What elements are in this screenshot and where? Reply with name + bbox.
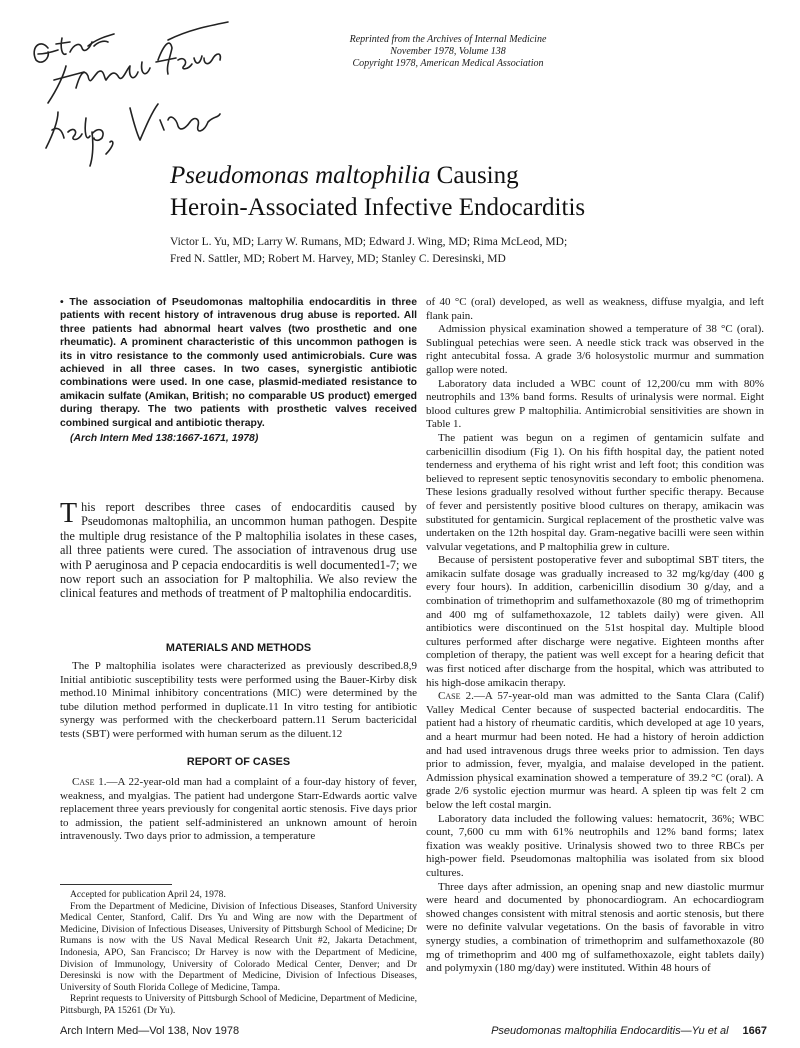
footnote-paragraph: From the Department of Medicine, Division of Infectious Diseases, Stanford University Medical Center, Stanford, Calif. Drs Yu and Wing are now with the Department of Medicine, Division of Infectious Diseases, University of Pittsburgh School of Medicine; Dr Rumans is now with the US Naval Medical Research Unit #2, Jakarta Detachment, Indonesia, APO, San Francisco; Dr Harvey is now with the Department of Medicine, Division of Immunology, University of Colorado Medical Center, Denver; and Dr Deresinski is now with the Department of Medicine, Division of Infectious Diseases, University of South Florida College of Medicine, Tampa. bbox=[60, 900, 417, 993]
case-1-label: Case 1. bbox=[72, 776, 107, 788]
footnote bbox=[60, 889, 417, 1017]
right-paragraph: Laboratory data included the following values: hematocrit, 36%; WBC count, 7,600 cu mm with 61% neutrophils and 12% band forms; latex fixation was weakly positive. Urinalysis showed two to three RBCs per high-power field. Pseudomonas maltophilia was isolated from six blood cultures. bbox=[426, 812, 764, 879]
methods-text bbox=[60, 660, 417, 742]
footer-journal: Pseudomonas maltophilia Endocarditis—Yu et al bbox=[491, 1025, 729, 1037]
footnote-paragraph: Reprint requests to University of Pittsburgh School of Medicine, Department of Medicine, Pittsburgh, PA 15261 (Dr Yu). bbox=[60, 993, 418, 1016]
right-paragraph: Laboratory data included a WBC count of 12,200/cu mm with 80% neutrophils and 13% band forms. Results of urinalysis were normal. Eight blood cultures grew P maltophilia. Antimicrobial sensitivities are shown in Table 1. bbox=[426, 377, 764, 431]
right-paragraph bbox=[426, 690, 764, 812]
title-line-1-rest: Causing bbox=[430, 162, 519, 189]
title-line-1 bbox=[170, 160, 690, 192]
author-line: Fred N. Sattler, MD; Robert M. Harvey, MD; Stanley C. Deresinski, MD bbox=[170, 253, 506, 265]
title-line-2: Heroin-Associated Infective Endocarditis bbox=[170, 194, 586, 221]
case-2-body: —A 57-year-old man was admitted to the Santa Clara (Calif) Valley Medical Center because of suspected bacterial endocarditis. The patient had a history of rheumatic carditis, which developed at age 10 years, and a heart murmur had been noted. He had a history of heroin addiction and had used intravenous drugs three weeks prior to admission. Ten days prior to admission, fever, myalgia, and malaise developed in the patient. Admission physical examination showed a temperature of 39.2 °C (oral). A grade 2/6 systolic ejection murmur was heard. A spleen tip was felt 2 cm below the left costal margin. bbox=[426, 690, 765, 811]
right-paragraph: Because of persistent postoperative fever and suboptimal SBT titers, the amikacin sulfate dosage was gradually increased to 32 mg/kg/day (400 g every four hours). In addition, carbenicillin disodium 30 g/day, and a combination of trimethoprim and sulfamethoxazole (80 mg of trimethoprim and 400 mg of sulfamethoxazole, 12 tablets daily) were given. All antibiotics were discontinued on the 51st hospital day. Multiple blood cultures performed after discharge were negative. Eighteen months after completion of therapy, the patient was well except for a hearing deficit that was first noticed after discharge from the hospital, which was attributed to his high-dose amikacin therapy. bbox=[426, 554, 764, 689]
case-1-paragraph bbox=[60, 776, 417, 844]
intro-text: his report describes three cases of endocarditis caused by Pseudomonas maltophilia, an uncommon human pathogen. Despite the multiple drug resistance of the P maltophilia isolates in these cases, all three patients were cured. The association of intravenous drug use with P aeruginosa and P cepacia endocarditis is well documented1-7; we now report such an association for P maltophilia. We also review the clinical features and methods of treatment of P maltophilia endocarditis. bbox=[60, 500, 417, 601]
reprint-line: November 1978, Volume 138 bbox=[390, 46, 506, 57]
right-paragraph: Admission physical examination showed a temperature of 38 °C (oral). Sublingual petechias were seen. A needle stick track was observed in the right antecubital fossa. A grade 3/6 holosystolic murmur and summation gallop were noted. bbox=[426, 323, 764, 376]
title-organism: Pseudomonas maltophilia bbox=[170, 162, 431, 189]
right-paragraph: of 40 °C (oral) developed, as well as weakness, diffuse myalgia, and left flank pain. bbox=[426, 296, 764, 322]
handwritten-note bbox=[18, 8, 238, 173]
article-title bbox=[170, 160, 690, 224]
abstract bbox=[60, 296, 417, 445]
page-number: 1667 bbox=[742, 1025, 767, 1037]
case-2-label: Case 2. bbox=[438, 690, 474, 703]
reprint-line: Copyright 1978, American Medical Association bbox=[352, 58, 544, 69]
author-list bbox=[170, 234, 730, 268]
drop-cap: T bbox=[60, 498, 78, 529]
section-heading-cases: REPORT OF CASES bbox=[186, 756, 291, 768]
section-heading-methods: MATERIALS AND METHODS bbox=[165, 642, 312, 654]
abstract-citation: (Arch Intern Med 138:1667-1671, 1978) bbox=[70, 433, 259, 445]
case-1-body: —A 22-year-old man had a complaint of a four-day history of fever, weakness, and myalgias. The patient had undergone Starr-Edwards aortic valve replacement three years previously for congenital aortic stenosis. Five days prior to admission, the patient self-administered an unknown amount of heroin intravenously. Two days prior to admission, a temperature bbox=[60, 776, 418, 843]
case-1-text bbox=[60, 776, 417, 844]
author-line: Victor L. Yu, MD; Larry W. Rumans, MD; Edward J. Wing, MD; Rima McLeod, MD; bbox=[170, 236, 568, 248]
right-paragraph: The patient was begun on a regimen of gentamicin sulfate and carbenicillin disodium (Fig 1). On his fifth hospital day, the patient noted tenderness and erythema of his right wrist and left foot; this condition was believed to represent septic tenosynovitis secondary to embolic phenomena. These lesions gradually resolved without further specific therapy. Because of fever and persistently positive blood cultures on therapy, amikacin was substituted for gentamicin. Surgical replacement of the prosthetic valve was undertaken on the 12th hospital day. Gram-negative bacilli were seen within valvular vegetations, and P maltophilia grew in culture. bbox=[426, 431, 764, 553]
abstract-text: • The association of Pseudomonas maltophilia endocarditis in three patients with recent history of intravenous drug abuse is reported. All three patients had abnormal heart valves (two prosthetic and one rheumatic). A prominent characteristic of this uncommon pathogen is its in vitro resistance to the commonly used antimicrobials. Cure was achieved in all three cases. In two cases, synergistic antibiotic combinations were used. In one case, plasmid-mediated resistance to amikacin sulfate (Amikan, British; no comparable US product) emerged during therapy. The two patients with prosthetic valves received combined surgical and antibiotic therapy. bbox=[60, 297, 417, 429]
footnote-rule bbox=[60, 884, 172, 885]
footer-citation: Arch Intern Med—Vol 138, Nov 1978 bbox=[60, 1025, 240, 1037]
right-paragraph: Three days after admission, an opening snap and new diastolic murmur were heard and documented by phonocardiogram. An echocardiogram showed changes consistent with mitral stenosis and aortic stenosis, but there were no definite valvular vegetations. On the basis of favorable in vitro synergy studies, a combination of trimethoprim and sulfamethoxazole (80 mg of trimethoprim and 400 mg of sulfamethoxazole, eight tablets daily) and polymyxin (180 mg/day) were instituted. Within 48 hours of bbox=[426, 880, 764, 975]
footer-running-title bbox=[452, 1025, 767, 1037]
right-column bbox=[426, 296, 764, 976]
introduction bbox=[60, 500, 417, 601]
reprint-notice bbox=[318, 34, 578, 70]
reprint-line: Reprinted from the Archives of Internal Medicine bbox=[349, 34, 547, 45]
footnote-paragraph: Accepted for publication April 24, 1978. bbox=[70, 889, 226, 900]
methods-paragraph: The P maltophilia isolates were characterized as previously described.8,9 Initial antibiotic susceptibility tests were performed using the Bauer-Kirby disk method.10 Minimal inhibitory concentrations (MIC) were determined by the tube dilution method performed in duplicate.11 In vitro testing for antibiotic synergy was performed with the checkerboard pattern.11 Serum bactericidal tests (SBT) were performed with human serum as the diluent.12 bbox=[60, 660, 417, 740]
